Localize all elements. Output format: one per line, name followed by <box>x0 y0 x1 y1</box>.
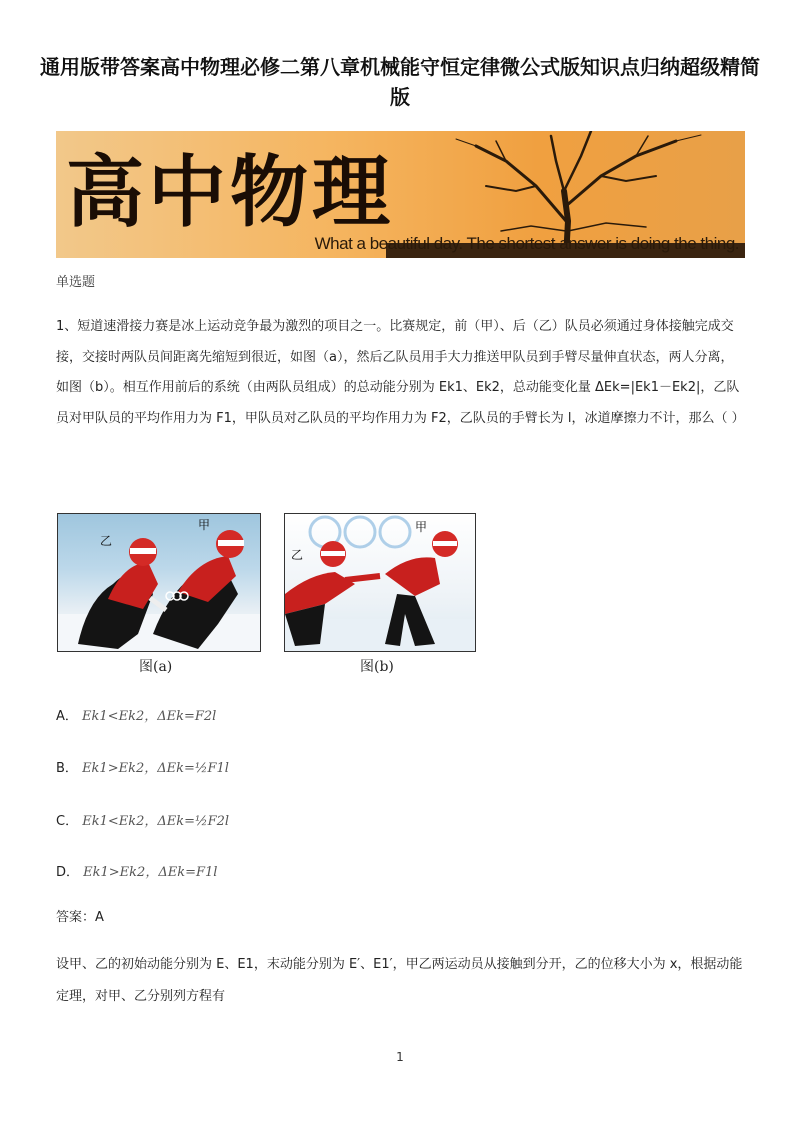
option-d-text: Ek1>Ek2，ΔEk=F1l <box>83 865 218 880</box>
solution-text: 设甲、乙的初始动能分别为 E、E1，末动能分别为 E′、E1′，甲乙两运动员从接触到分开，乙的位移大小为 x，根据动能定理，对甲、乙分别列方程有 <box>56 957 743 1004</box>
option-d-label: D． <box>56 865 80 880</box>
option-c[interactable] <box>56 810 229 829</box>
banner-slogan: What a beautiful day. The shortest answer is doing the thing. <box>314 234 739 253</box>
figure-a-label-jia: 甲 <box>198 518 211 532</box>
figure-b-photo <box>284 513 476 652</box>
option-b-label: B． <box>56 761 78 776</box>
option-c-text: Ek1<Ek2，ΔEk=½F2l <box>82 814 230 829</box>
option-d[interactable] <box>56 861 217 880</box>
page-number: 1 <box>396 1050 404 1064</box>
figure-a-label-yi: 乙 <box>100 534 113 548</box>
section-label: 单选题 <box>56 275 96 290</box>
option-b-text: Ek1>Ek2，ΔEk=½F1l <box>82 761 229 776</box>
option-c-label: C． <box>56 814 79 829</box>
figure-a-caption: 图(a) <box>139 659 173 675</box>
skaters-separated-illustration <box>285 514 475 651</box>
figure-b-caption: 图(b) <box>360 659 394 675</box>
option-a-text: Ek1<Ek2，ΔEk=F2l <box>82 709 217 724</box>
figure-b-label-jia: 甲 <box>415 520 428 534</box>
figure-a-photo <box>57 513 261 652</box>
banner-title: 高中物理 <box>66 147 395 238</box>
answer-text: 答案：A <box>56 910 104 925</box>
skaters-close-illustration <box>58 514 260 651</box>
question-text: 1、短道速滑接力赛是冰上运动竞争最为激烈的项目之一。比赛规定，前（甲）、后（乙）队员必须通过身体接触完成交接，交接时两队员间距离先缩短到很近，如图（a），然后乙队员用手大力推送甲队员到手臂尽量伸直状态，两人分离，如图（b）。相互作用前后的系统（由两队员组成）的总动能分别为 Ek1、Ek2，总动能变化量 ΔEk=|Ek1－Ek2|，乙队员对甲队员的平均作用力为 F1，甲队员对乙队员的平均作用力为 F2，乙队员的手臂长为 l，冰道摩擦力不计，那么（ ） <box>56 319 745 426</box>
page-title: 通用版带答案高中物理必修二第八章机械能守恒定律微公式版知识点归纳超级精简版 <box>40 55 760 109</box>
option-a[interactable] <box>56 705 216 724</box>
option-a-label: A． <box>56 709 78 724</box>
olympic-rings-icon <box>310 517 410 547</box>
option-b[interactable] <box>56 757 229 776</box>
figure-b-label-yi: 乙 <box>291 548 304 562</box>
header-banner <box>56 131 745 258</box>
